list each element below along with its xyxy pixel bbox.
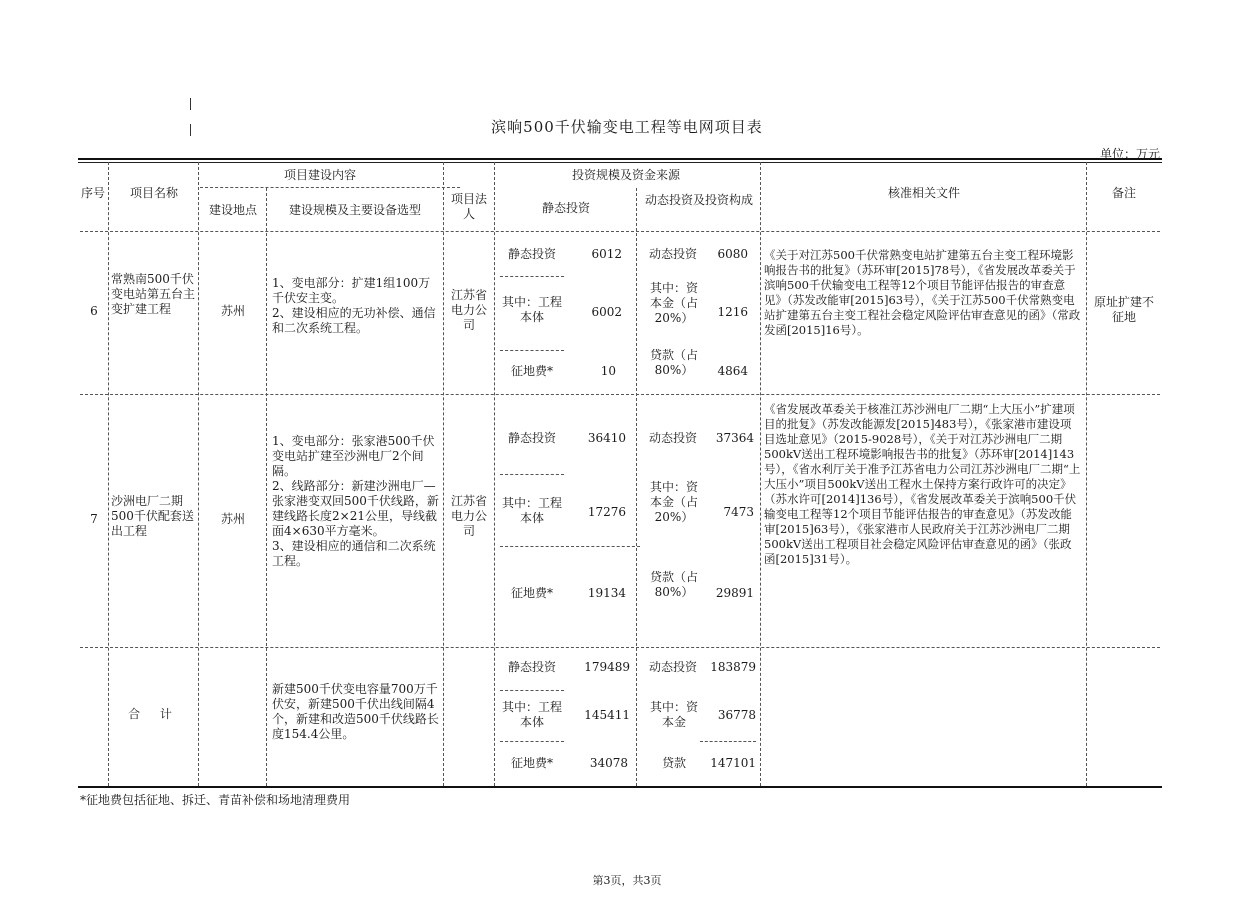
dynamic-label: 贷款（占80%） [649,570,698,599]
table-row-docs: 《关于对江苏500千伏常熟变电站扩建第五台主变工程环境影响报告书的批复》（苏环审[2015]78号），《省发展改革委关于滨响500千伏输变电工程等12个项目节能评估报告的审查意见》（苏发改能审[2015]63号），《关于江苏500千伏常熟变电站扩建第五台主变工程社会稳定风险评估审查意见的函》（常政发函[2015]16号）。 [764,248,1081,337]
static-label: 其中：工程本体 [501,496,562,525]
static-value: 6002 [591,305,622,319]
total-scale: 新建500千伏变电容量700万千伏安，新建500千伏出线间隔4个，新建和改造500千伏线路长度154.4公里。 [272,682,439,741]
unit-label: 单位：万元 [1099,147,1160,161]
table-bottom-border [78,786,1162,788]
dynamic-label: 贷款（占80%） [649,348,698,377]
static-label: 静态投资 [507,660,556,674]
dynamic-label: 动态投资 [648,247,697,261]
header-subdivider [200,187,460,188]
header-static: 静态投资 [541,201,590,215]
header-legal: 项目法人 [450,192,487,221]
page-title: 滨响500千伏输变电工程等电网项目表 [491,118,763,136]
dynamic-value: 4864 [717,364,748,378]
table-top-border-inner [78,162,1162,163]
footnote: *征地费包括征地、拆迁、青苗补偿和场地清理费用 [80,793,351,807]
header-bottom-line [80,231,1160,232]
table-row-seq: 6 [90,304,98,318]
row-divider [80,647,1160,648]
dynamic-label: 动态投资 [648,431,697,445]
cell-subdivider [700,741,756,742]
static-value: 145411 [584,708,630,722]
header-location: 建设地点 [208,203,257,217]
dynamic-label: 其中：资本金 [649,700,698,729]
dynamic-value: 147101 [710,756,756,770]
dynamic-value: 29891 [715,586,754,600]
header-docs: 核准相关文件 [887,186,960,200]
col-divider [443,162,444,786]
table-row-legal: 江苏省电力公司 [450,494,487,538]
static-label: 征地费* [510,756,553,770]
table-row-scale: 1、变电部分：扩建1组100万千伏安主变。 2、建设相应的无功补偿、通信和二次系统工程。 [272,276,436,335]
table-row-name: 常熟南500千伏变电站第五台主变扩建工程 [111,272,196,316]
dynamic-label: 贷款 [661,756,686,770]
margin-tick [190,98,191,110]
table-row-docs: 《省发展改革委关于核准江苏沙洲电厂二期“上大压小”扩建项目的批复》（苏发改能源发[2015]483号），《张家港市建设项目选址意见》（2015-9028号），《关于对江苏沙洲电厂二期500kV送出工程环境影响报告书的批复》（苏环审[2014]143号），《省水利厅关于准予江苏省电力公司江苏沙洲电厂二期“上大压小”项目500kV送出工程水土保持方案行政许可的决定》（苏水许可[2014]136号），《省发展改革委关于滨响500千伏输变电工程等12个项目节能评估报告的审查意见》（苏发改能审[2015]63号），《张家港市人民政府关于江苏沙洲电厂二期500kV送出工程项目社会稳定风险评估审查意见的函》（张政函[2015]31号）。 [764,402,1081,566]
header-dynamic: 动态投资及投资构成 [644,193,753,207]
static-value: 179489 [584,660,630,674]
static-label: 静态投资 [507,431,556,445]
table-top-border [78,158,1162,160]
dynamic-value: 37364 [715,431,754,445]
static-label: 其中：工程本体 [501,700,562,729]
static-label: 其中：工程本体 [501,295,562,324]
cell-subdivider [500,741,564,742]
cell-subdivider [500,546,640,547]
dynamic-label: 其中：资本金（占20%） [649,480,698,524]
static-value: 10 [600,364,616,378]
col-divider [494,162,495,786]
dynamic-value: 1216 [717,305,748,319]
table-row-legal: 江苏省电力公司 [450,288,487,332]
dynamic-value: 183879 [710,660,756,674]
dynamic-value: 36778 [717,708,756,722]
static-value: 19134 [587,586,626,600]
header-investment: 投资规模及资金来源 [571,168,680,182]
cell-subdivider [500,276,564,277]
table-row-name: 沙洲电厂二期500千伏配套送出工程 [111,494,194,538]
margin-tick [190,124,191,136]
col-divider [1086,162,1087,786]
cell-subdivider [500,350,564,351]
col-divider [266,188,267,786]
static-label: 静态投资 [507,247,556,261]
cell-subdivider [500,474,564,475]
page-number: 第3页，共3页 [592,874,662,887]
table-row-location: 苏州 [220,512,245,526]
header-content: 项目建设内容 [283,168,356,182]
table-row-remark: 原址扩建不征地 [1093,295,1154,324]
cell-subdivider [500,690,564,691]
col-divider [760,162,761,786]
dynamic-label: 动态投资 [648,660,697,674]
header-scale: 建设规模及主要设备选型 [288,203,421,217]
row-divider [80,394,1160,395]
static-label: 征地费* [510,586,553,600]
col-divider [198,162,199,786]
header-name: 项目名称 [129,186,178,200]
dynamic-value: 7473 [723,505,754,519]
col-divider [108,162,109,786]
total-label: 合 计 [128,707,180,721]
table-row-seq: 7 [90,512,98,526]
header-seq: 序号 [80,186,105,200]
static-value: 6012 [591,247,622,261]
dynamic-value: 6080 [717,247,748,261]
static-label: 征地费* [510,364,553,378]
static-value: 17276 [587,505,626,519]
static-value: 34078 [589,756,628,770]
table-row-scale: 1、变电部分：张家港500千伏变电站扩建至沙洲电厂2个间隔。 2、线路部分：新建沙洲电厂—张家港变双回500千伏线路，新建线路长度2×21公里，导线截面4×630平方毫米。 3、建设相应的通信和二次系统工程。 [272,434,439,568]
dynamic-label: 其中：资本金（占20%） [649,281,698,325]
table-row-location: 苏州 [220,304,245,318]
header-remark: 备注 [1111,186,1136,200]
static-value: 36410 [587,431,626,445]
col-divider [636,188,637,786]
